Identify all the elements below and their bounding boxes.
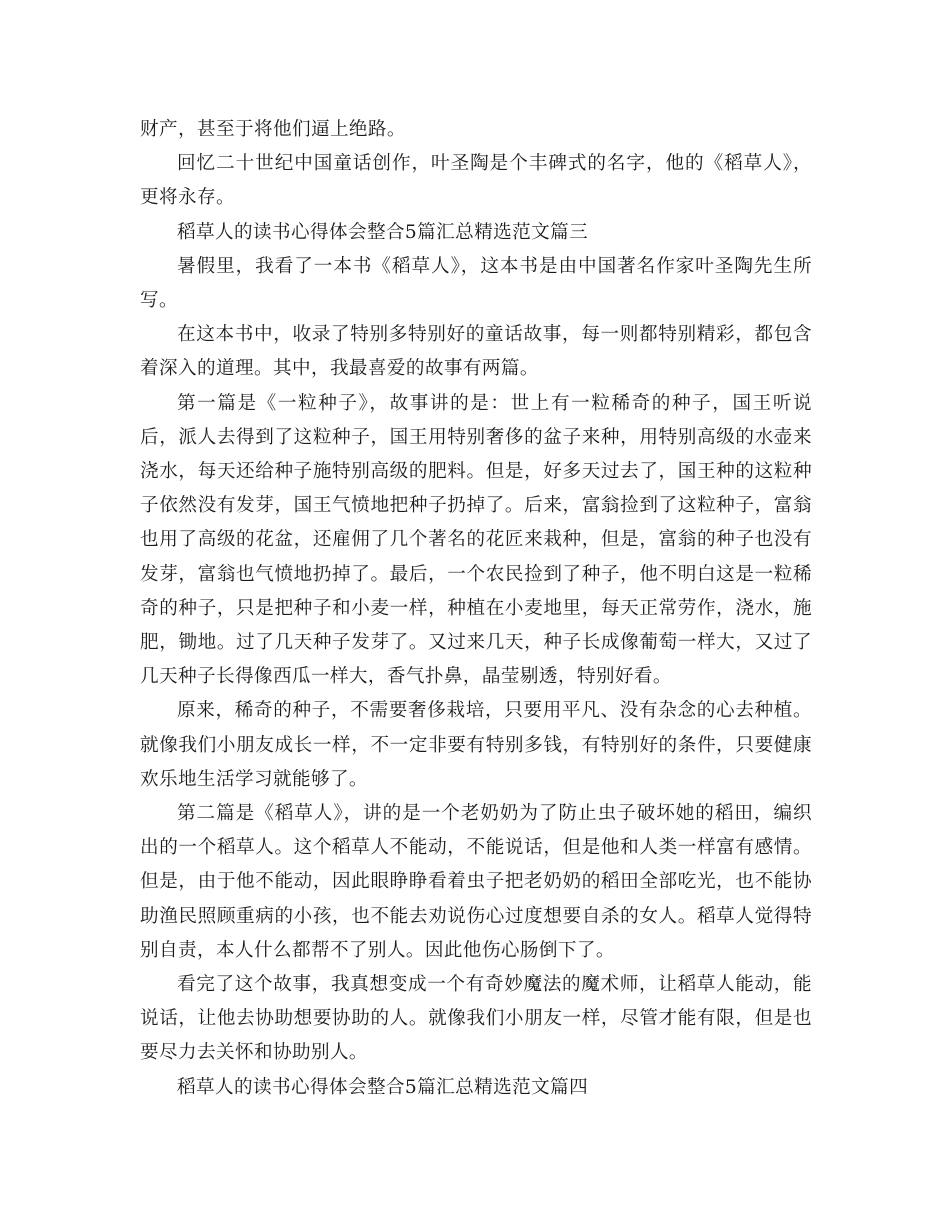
paragraph: 原来，稀奇的种子，不需要奢侈栽培，只要用平凡、没有杂念的心去种植。就像我们小朋友成长一样，不一定非要有特别多钱，有特别好的条件，只要健康欢乐地生活学习就能够了。 — [140, 700, 812, 790]
section-heading: 稻草人的读书心得体会整合5篇汇总精选范文篇三 — [177, 221, 589, 243]
section-heading: 稻草人的读书心得体会整合5篇汇总精选范文篇四 — [177, 1076, 589, 1098]
paragraph-continuation: 财产，甚至于将他们逼上绝路。 — [140, 119, 406, 140]
paragraph: 回忆二十世纪中国童话创作，叶圣陶是个丰碑式的名字，他的《稻草人》，更将永存。 — [140, 153, 812, 209]
paragraph: 看完了这个故事，我真想变成一个有奇妙魔法的魔术师，让稻草人能动，能说话，让他去协助想要协助的人。就像我们小朋友一样，尽管才能有限，但是也要尽力去关怀和协助别人。 — [140, 974, 812, 1064]
paragraph: 第二篇是《稻草人》，讲的是一个老奶奶为了防止虫子破坏她的稻田，编织出的一个稻草人。这个稻草人不能动，不能说话，但是他和人类一样富有感情。但是，由于他不能动，因此眼睁睁看着虫子把老奶奶的稻田全部吃光，也不能协助渔民照顾重病的小孩，也不能去劝说伤心过度想要自杀的女人。稻草人觉得特别自责，本人什么都帮不了别人。因此他伤心肠倒下了。 — [140, 803, 812, 961]
document-body — [140, 113, 812, 1105]
paragraph: 第一篇是《一粒种子》，故事讲的是：世上有一粒稀奇的种子，国王听说后，派人去得到了这粒种子，国王用特别奢侈的盆子来种，用特别高级的水壶来浇水，每天还给种子施特别高级的肥料。但是，好多天过去了，国王种的这粒种子依然没有发芽，国王气愤地把种子扔掉了。后来，富翁捡到了这粒种子，富翁也用了高级的花盆，还雇佣了几个著名的花匠来栽种，但是，富翁的种子也没有发芽，富翁也气愤地扔掉了。最后，一个农民捡到了种子，他不明白这是一粒稀奇的种子，只是把种子和小麦一样，种植在小麦地里，每天正常劳作，浇水，施肥，锄地。过了几天种子发芽了。又过来几天，种子长成像葡萄一样大，又过了几天种子长得像西瓜一样大，香气扑鼻，晶莹剔透，特别好看。 — [140, 392, 812, 688]
paragraph: 暑假里，我看了一本书《稻草人》，这本书是由中国著名作家叶圣陶先生所写。 — [140, 255, 812, 312]
paragraph: 在这本书中，收录了特别多特别好的童话故事，每一则都特别精彩，都包含着深入的道理。其中，我最喜爱的故事有两篇。 — [140, 324, 812, 380]
